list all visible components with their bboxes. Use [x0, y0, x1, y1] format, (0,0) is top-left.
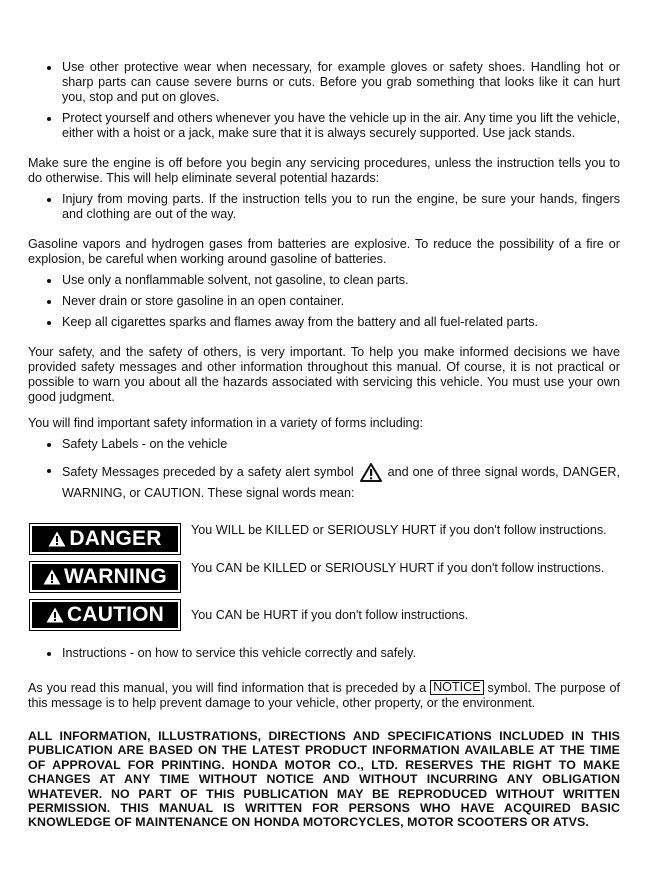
disclaimer: ALL INFORMATION, ILLUSTRATIONS, DIRECTIONS AND SPECIFICATIONS INCLUDED IN THIS PUBLICATION ARE BASED ON THE LATEST PRODUCT INFORMATION AVAILABLE AT THE TIME OF APPROVAL FOR PRINTING. HONDA MOTOR CO., LTD. RESERVES THE RIGHT TO MAKE CHANGES AT ANY TIME WITHOUT NOTICE AND WITHOUT INCURRING ANY OBLIGATION WHATEVER. NO PART OF THIS PUBLICATION MAY BE REPRODUCED WITHOUT WRITTEN PERMISSION. THIS MANUAL IS WRITTEN FOR PERSONS WHO HAVE ACQUIRED BASIC KNOWLEDGE OF MAINTENANCE ON HONDA MOTORCYCLES, MOTOR SCOOTERS OR ATVS.	[28, 729, 620, 830]
caution-label: CAUTION	[32, 602, 178, 628]
safety-alert-symbol-icon	[360, 463, 382, 486]
list-item: Instructions - on how to service this vehicle correctly and safely.	[28, 646, 620, 661]
alert-triangle-icon	[46, 607, 64, 623]
notice-symbol: NOTICE	[430, 680, 484, 695]
gasoline-bullets	[28, 273, 620, 330]
list-item: Use other protective wear when necessary, for example gloves or safety shoes. Handling hot or sharp parts can cause severe burns or cuts. Before you grab something that looks like it can hurt you, stop and put on gloves.	[28, 60, 620, 105]
instructions-bullets	[28, 646, 620, 661]
gasoline-paragraph: Gasoline vapors and hydrogen gases from batteries are explosive. To reduce the possibility of a fire or explosion, be careful when working around gasoline of batteries.	[28, 237, 620, 266]
alert-triangle-icon	[43, 569, 61, 585]
list-item: Protect yourself and others whenever you have the vehicle up in the air. Any time you lift the vehicle, either with a hoist or a jack, make sure that it is always securely supported. Use jack stands.	[28, 111, 620, 141]
caution-meaning: You CAN be HURT if you don't follow instructions.	[191, 608, 469, 622]
signal-words	[28, 523, 620, 628]
warning-meaning: You CAN be KILLED or SERIOUSLY HURT if you don't follow instructions.	[191, 561, 605, 575]
signal-row-warning	[32, 561, 620, 590]
list-item: Use only a nonflammable solvent, not gasoline, to clean parts.	[28, 273, 620, 288]
danger-meaning: You WILL be KILLED or SERIOUSLY HURT if you don't follow instructions.	[191, 523, 607, 537]
danger-label: DANGER	[32, 526, 178, 552]
notice-text-before: As you read this manual, you will find information that is preceded by a	[28, 681, 427, 695]
safety-paragraph: Your safety, and the safety of others, is very important. To help you make informed decisions we have provided safety messages and other information throughout this manual. Of course, it is not practical or possible to warn you about all the hazards associated with servicing this vehicle. You must use your own good judgment.	[28, 345, 620, 404]
engine-off-paragraph: Make sure the engine is off before you begin any servicing procedures, unless the instruction tells you to do otherwise. This will help eliminate several potential hazards:	[28, 156, 620, 185]
notice-paragraph	[28, 680, 620, 711]
list-item: Injury from moving parts. If the instruction tells you to run the engine, be sure your hands, fingers and clothing are out of the way.	[28, 192, 620, 222]
signal-row-danger	[32, 523, 620, 552]
protective-bullets	[28, 60, 620, 141]
safety-messages-text-before: Safety Messages preceded by a safety alert symbol	[62, 465, 354, 479]
list-item: Safety Labels - on the vehicle	[28, 437, 620, 452]
forms-intro: You will find important safety information in a variety of forms including:	[28, 416, 424, 430]
signal-row-caution	[32, 599, 620, 628]
alert-triangle-icon	[48, 531, 66, 547]
manual-page	[28, 60, 620, 830]
forms-bullets	[28, 437, 620, 501]
engine-bullets	[28, 192, 620, 222]
notice-text-after: symbol. The purpose of this message is to help prevent damage to your vehicle, other property, or the environment.	[28, 681, 621, 710]
list-item: Never drain or store gasoline in an open container.	[28, 294, 620, 309]
safety-messages-text-after: and one of three signal words, DANGER, WARNING, or CAUTION. These signal words mean:	[62, 465, 620, 500]
warning-label: WARNING	[32, 564, 178, 590]
list-item-safety-messages	[28, 463, 620, 501]
list-item: Keep all cigarettes sparks and flames away from the battery and all fuel-related parts.	[28, 315, 620, 330]
